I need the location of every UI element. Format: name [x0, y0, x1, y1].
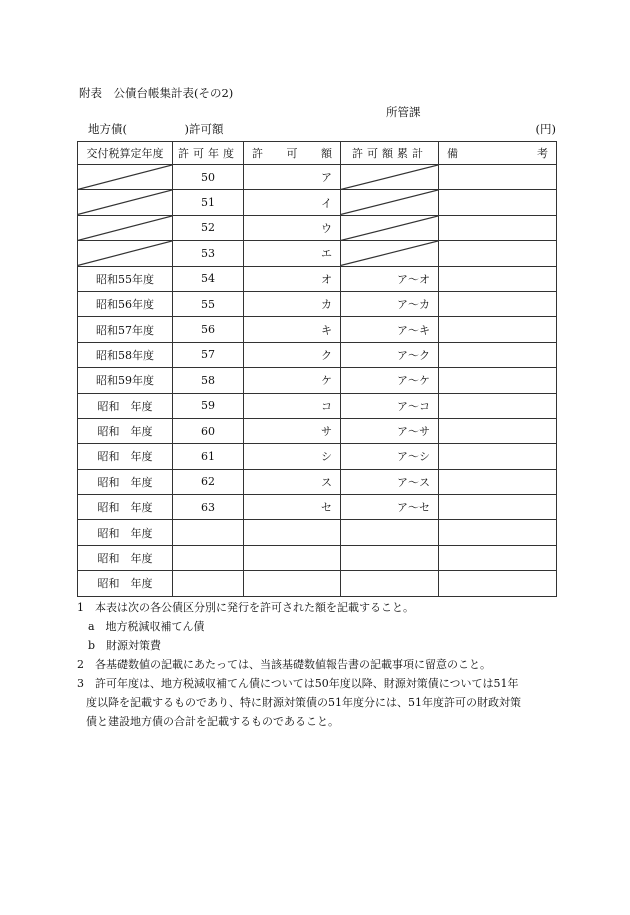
table-row	[78, 190, 557, 215]
notes	[77, 598, 557, 731]
cell-remarks	[439, 368, 557, 393]
cell-permit-year: 60	[173, 418, 244, 443]
note-1a: a 地方税減収補てん債	[88, 620, 205, 633]
cell-permit-amount: ク	[244, 342, 341, 367]
cell-fiscal-year	[78, 190, 173, 215]
cell-permit-year: 57	[173, 342, 244, 367]
cell-cumulative: ア～キ	[341, 317, 439, 342]
cell-permit-year	[173, 545, 244, 570]
note-3: 3 許可年度は、地方税減収補てん債については50年度以降、財源対策債については51年	[77, 677, 519, 690]
table-row	[78, 165, 557, 190]
table-row	[78, 266, 557, 291]
header-permit-amount	[244, 142, 341, 165]
cell-permit-amount: ウ	[244, 215, 341, 240]
header-permit-amount-2: 可	[286, 147, 298, 160]
cell-cumulative: ア～ケ	[341, 368, 439, 393]
cell-fiscal-year: 昭和 年度	[78, 520, 173, 545]
cell-cumulative	[341, 241, 439, 266]
cell-permit-year: 63	[173, 495, 244, 520]
cell-permit-amount	[244, 520, 341, 545]
cell-cumulative	[341, 571, 439, 596]
cell-permit-year: 62	[173, 469, 244, 494]
cell-remarks	[439, 215, 557, 240]
cell-cumulative: ア～ス	[341, 469, 439, 494]
cell-permit-year: 54	[173, 266, 244, 291]
header-cumulative: 許可額累計	[341, 142, 439, 165]
cell-remarks	[439, 342, 557, 367]
table-row	[78, 545, 557, 570]
cell-permit-amount: サ	[244, 418, 341, 443]
table-row	[78, 291, 557, 316]
cell-fiscal-year: 昭和55年度	[78, 266, 173, 291]
cell-cumulative: ア～コ	[341, 393, 439, 418]
table-row	[78, 571, 557, 596]
cell-cumulative	[341, 190, 439, 215]
cell-permit-year	[173, 520, 244, 545]
cell-permit-year: 55	[173, 291, 244, 316]
cell-remarks	[439, 291, 557, 316]
cell-permit-amount: シ	[244, 444, 341, 469]
header-permit-amount-1: 許	[252, 147, 263, 160]
cell-cumulative: ア～サ	[341, 418, 439, 443]
cell-permit-amount	[244, 571, 341, 596]
cell-permit-amount: ケ	[244, 368, 341, 393]
header-permit-amount-3: 額	[321, 147, 332, 160]
table-row	[78, 520, 557, 545]
header-year: 交付税算定年度	[78, 142, 173, 165]
cell-fiscal-year: 昭和58年度	[78, 342, 173, 367]
cell-permit-amount: コ	[244, 393, 341, 418]
table-row	[78, 342, 557, 367]
cell-fiscal-year	[78, 241, 173, 266]
cell-cumulative	[341, 165, 439, 190]
cell-remarks	[439, 317, 557, 342]
cell-remarks	[439, 571, 557, 596]
cell-remarks	[439, 495, 557, 520]
table-row	[78, 418, 557, 443]
debt-label: 地方債( )許可額	[88, 122, 224, 136]
cell-cumulative	[341, 545, 439, 570]
header-remarks-2: 考	[537, 147, 548, 160]
cell-permit-amount: エ	[244, 241, 341, 266]
cell-cumulative: ア～セ	[341, 495, 439, 520]
note-2: 2 各基礎数値の記載にあたっては、当該基礎数値報告書の記載事項に留意のこと。	[77, 658, 491, 671]
cell-fiscal-year: 昭和 年度	[78, 469, 173, 494]
ledger-body	[78, 165, 557, 597]
cell-permit-amount: カ	[244, 291, 341, 316]
header-remarks	[439, 142, 557, 165]
cell-remarks	[439, 241, 557, 266]
table-row	[78, 444, 557, 469]
cell-cumulative: ア～ク	[341, 342, 439, 367]
table-row	[78, 495, 557, 520]
cell-fiscal-year: 昭和 年度	[78, 418, 173, 443]
cell-remarks	[439, 520, 557, 545]
cell-permit-amount: ア	[244, 165, 341, 190]
header-remarks-1: 備	[447, 147, 458, 160]
table-row	[78, 317, 557, 342]
cell-permit-year: 50	[173, 165, 244, 190]
cell-fiscal-year: 昭和 年度	[78, 545, 173, 570]
table-row	[78, 368, 557, 393]
cell-fiscal-year: 昭和 年度	[78, 393, 173, 418]
table-row	[78, 469, 557, 494]
cell-cumulative: ア～オ	[341, 266, 439, 291]
cell-permit-year: 56	[173, 317, 244, 342]
cell-remarks	[439, 545, 557, 570]
cell-remarks	[439, 469, 557, 494]
page-title: 附表 公債台帳集計表(その2)	[79, 86, 234, 100]
cell-permit-year	[173, 571, 244, 596]
note-3-cont-2: 債と建設地方債の合計を記載するものであること。	[86, 715, 339, 728]
unit-label: (円)	[535, 122, 556, 136]
cell-cumulative	[341, 520, 439, 545]
cell-cumulative: ア～シ	[341, 444, 439, 469]
note-1: 1 本表は次の各公債区分別に発行を許可された額を記載すること。	[77, 601, 414, 614]
cell-remarks	[439, 418, 557, 443]
header-permit-year: 許可年度	[173, 142, 244, 165]
cell-remarks	[439, 165, 557, 190]
cell-fiscal-year: 昭和 年度	[78, 444, 173, 469]
table-row	[78, 215, 557, 240]
cell-fiscal-year: 昭和56年度	[78, 291, 173, 316]
table-row	[78, 393, 557, 418]
table-row	[78, 241, 557, 266]
cell-fiscal-year: 昭和57年度	[78, 317, 173, 342]
cell-fiscal-year	[78, 165, 173, 190]
cell-permit-year: 53	[173, 241, 244, 266]
cell-fiscal-year: 昭和 年度	[78, 571, 173, 596]
cell-permit-year: 51	[173, 190, 244, 215]
cell-fiscal-year	[78, 215, 173, 240]
cell-permit-year: 58	[173, 368, 244, 393]
cell-permit-amount: ス	[244, 469, 341, 494]
cell-cumulative: ア～カ	[341, 291, 439, 316]
note-3-cont-1: 度以降を記載するものであり、特に財源対策債の51年度分には、51年度許可の財政対策	[86, 696, 521, 709]
ledger-table	[77, 141, 557, 597]
header-row	[78, 142, 557, 165]
note-1b: b 財源対策費	[88, 639, 162, 652]
cell-permit-year: 52	[173, 215, 244, 240]
cell-fiscal-year: 昭和 年度	[78, 495, 173, 520]
cell-permit-amount: キ	[244, 317, 341, 342]
cell-fiscal-year: 昭和59年度	[78, 368, 173, 393]
cell-permit-amount	[244, 545, 341, 570]
department-label: 所管課	[386, 105, 421, 119]
cell-permit-amount: セ	[244, 495, 341, 520]
cell-remarks	[439, 266, 557, 291]
cell-remarks	[439, 444, 557, 469]
cell-permit-amount: オ	[244, 266, 341, 291]
cell-permit-amount: イ	[244, 190, 341, 215]
cell-cumulative	[341, 215, 439, 240]
cell-remarks	[439, 393, 557, 418]
cell-permit-year: 59	[173, 393, 244, 418]
cell-permit-year: 61	[173, 444, 244, 469]
cell-remarks	[439, 190, 557, 215]
